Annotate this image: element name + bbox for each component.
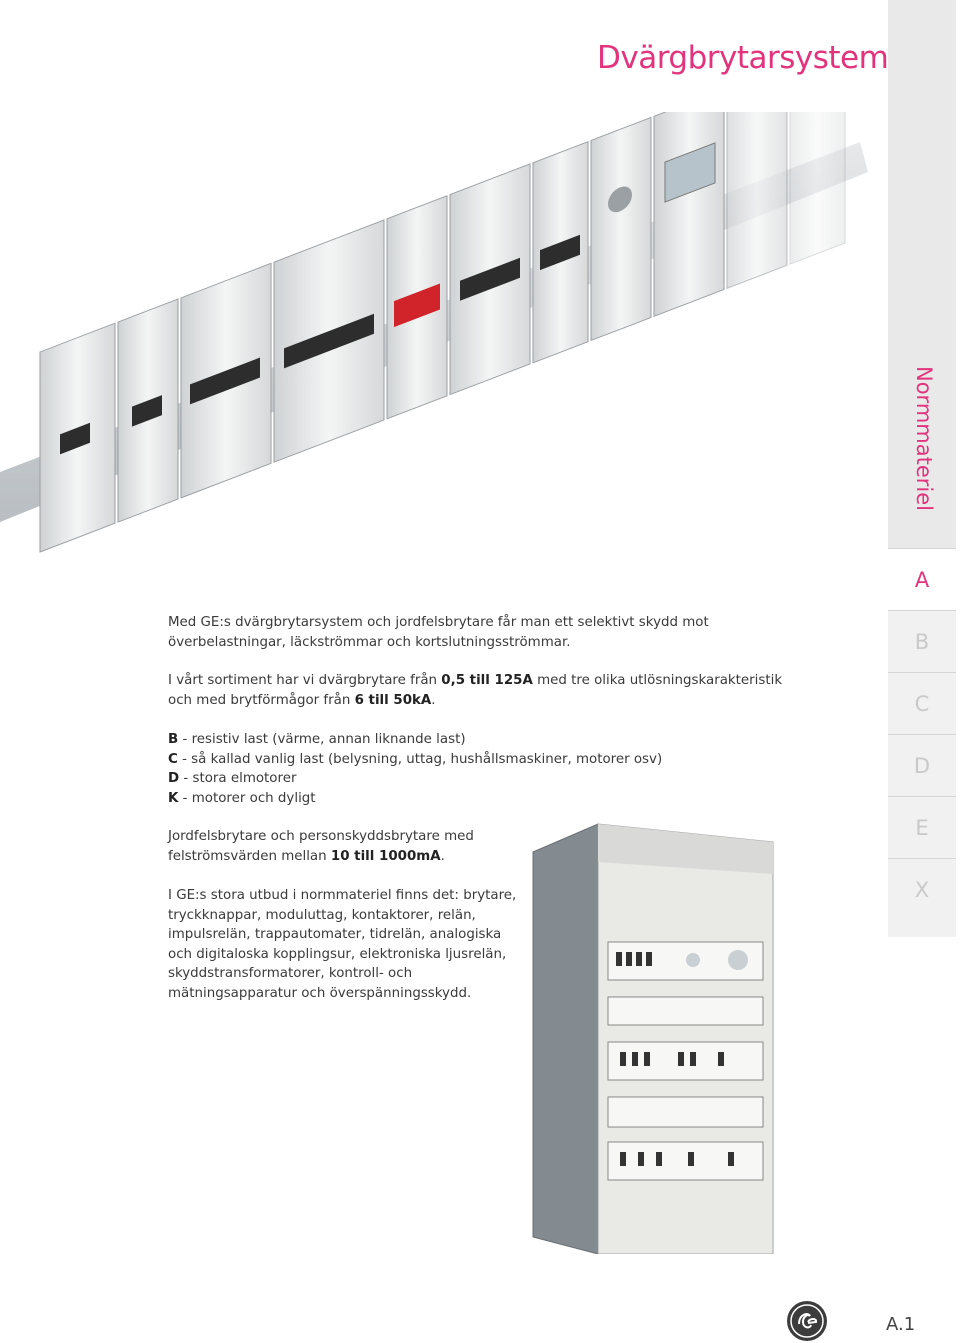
ge-logo-icon xyxy=(786,1300,828,1342)
tab-d[interactable]: D xyxy=(888,734,956,797)
characteristic-list xyxy=(168,730,688,808)
tab-b[interactable]: B xyxy=(888,610,956,673)
section-tab-normmateriel xyxy=(888,0,956,548)
tab-e[interactable]: E xyxy=(888,796,956,859)
distribution-cabinet-image xyxy=(528,822,778,1254)
range-paragraph: I vårt sortiment har vi dvärgbrytare från 0,5 till 125A med tre olika utlösningskarakteristik och med brytförmågor från 6 till 50kA. xyxy=(168,673,783,708)
intro-paragraph: Med GE:s dvärgbrytarsystem och jordfelsbrytare får man ett selektivt skydd mot överbelastningar, läckströmmar och kortslutningsströmmar. xyxy=(168,615,709,650)
range-list-paragraph: I GE:s stora utbud i normmateriel finns det: brytare, tryckknappar, moduluttag, kontaktorer, relän, impulsrelän, trappautomater, tidrelän, analogiska och digitaloska kopplingsur, elektroniska ljusrelän, skyddstransformatorer, kontroll- och mätningsapparatur och överspänningsskydd. xyxy=(168,888,517,1001)
section-tabs xyxy=(888,0,956,1343)
list-item: C - så kallad vanlig last (belysning, uttag, hushållsmaskiner, motorer osv) xyxy=(168,751,663,767)
tab-x[interactable]: X xyxy=(888,858,956,937)
list-item: D - stora elmotorer xyxy=(168,771,297,787)
breaker-row-photo xyxy=(0,112,868,582)
tab-c[interactable]: C xyxy=(888,672,956,735)
page-title: Dvärgbrytarsystem xyxy=(597,40,889,76)
list-item: K - motorer och dyligt xyxy=(168,790,316,806)
breaker-modules xyxy=(40,112,845,552)
page-number: A.1 xyxy=(886,1314,916,1335)
tab-a[interactable]: A xyxy=(888,548,956,611)
section-label: Normmateriel xyxy=(912,366,936,511)
rcd-paragraph: Jordfelsbrytare och personskyddsbrytare med felströmsvärden mellan 10 till 1000mA. xyxy=(168,829,474,864)
list-item: B - resistiv last (värme, annan liknande last) xyxy=(168,732,466,747)
